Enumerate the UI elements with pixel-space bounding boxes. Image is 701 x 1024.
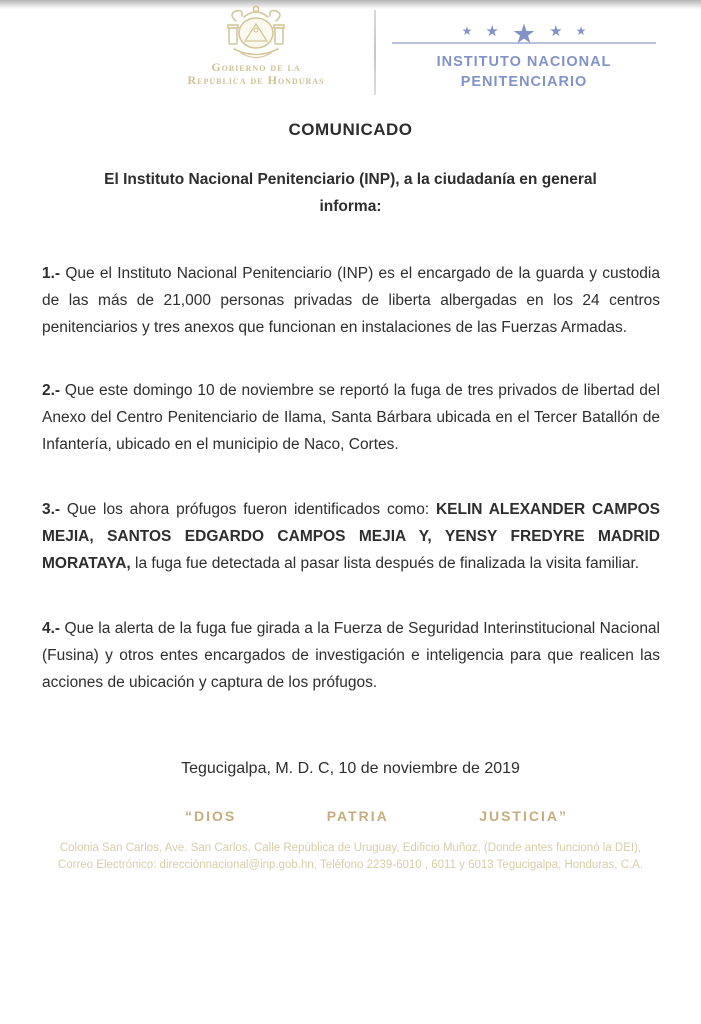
footer-line1: Colonia San Carlos, Ave. San Carlos, Calle República de Uruguay, Edificio Muñoz, (Donde antes funcionó la DEI),: [59, 842, 642, 854]
paragraph-1-text: Que el Instituto Nacional Penitenciario (INP) es el encargado de la guarda y custodia de las más de 21,000 personas privadas de liberta albergadas en los 24 centros penitenciarios y tres anexos que funcionan en instalaciones de las Fuerzas Armadas.: [42, 265, 660, 336]
paragraph-3: [42, 496, 660, 577]
motto-justicia: JUSTICIA”: [479, 808, 568, 824]
inp-name-line1: INSTITUTO NACIONAL: [436, 54, 612, 70]
star-icon: ★: [461, 24, 473, 38]
page-title: COMUNICADO: [288, 120, 413, 139]
subtitle: El Instituto Nacional Penitenciario (INP), a la ciudadanía en general informa:: [104, 171, 597, 215]
dateline: Tegucigalpa, M. D. C, 10 de noviembre de 2019: [181, 760, 520, 777]
star-icon: ★: [575, 24, 587, 38]
gov-name-line2: República de Honduras: [187, 73, 325, 87]
star-icon: ★: [485, 22, 499, 40]
paragraph-4-text: Que la alerta de la fuga fue girada a la Fuerza de Seguridad Interinstitucional Nacional (Fusina) y otros entes encargados de investigación e inteligencia para que realicen las acciones de ubicación y captura de los prófugos.: [42, 620, 660, 691]
paragraph-4: [42, 615, 660, 696]
honduras-coat-of-arms-icon: [206, 4, 306, 60]
letterhead: [0, 0, 701, 102]
paragraph-1-number: 1.-: [42, 265, 61, 282]
paragraph-2-text: Que este domingo 10 de noviembre se reportó la fuga de tres privados de libertad del Anexo del Centro Penitenciario de Ilama, Santa Bárbara ubicada en el Tercer Batallón de Infantería, ubicado en el municipio de Naco, Cortes.: [42, 382, 660, 453]
inp-logo: [392, 16, 656, 92]
header-divider: [374, 10, 376, 95]
paragraph-2: [42, 377, 660, 458]
paragraph-3-tail: la fuga fue detectada al pasar lista después de finalizada la visita familiar.: [130, 555, 640, 572]
paragraph-2-number: 2.-: [42, 382, 61, 399]
motto-dios: “DIOS: [185, 808, 237, 824]
motto: [185, 808, 568, 824]
gov-logo: [158, 4, 354, 87]
star-icon: ★: [549, 22, 563, 40]
paragraph-3-text: Que los ahora prófugos fueron identificados como:: [60, 501, 436, 518]
motto-patria: PATRIA: [326, 808, 389, 824]
inp-name-line2: PENITENCIARIO: [460, 74, 588, 90]
paragraph-4-number: 4.-: [42, 620, 61, 637]
paragraph-1: [42, 260, 660, 341]
star-icon: ★: [511, 18, 537, 49]
paragraph-3-number: 3.-: [42, 501, 61, 518]
footer-line2: Correo Electrónico: direcciónnacional@inp.gob.hn, Teléfono 2239-6010 , 6011 y 6013 Tegucigalpa, Honduras, C.A.: [57, 859, 644, 871]
gov-name-line1: Gobierno de la: [211, 60, 301, 74]
paragraph-3-fugitive-names: KELIN ALEXANDER CAMPOS MEJIA, SANTOS EDGARDO CAMPOS MEJIA Y, YENSY FREDYRE MADRID MORATAYA,: [42, 501, 660, 572]
footer-address: [20, 840, 682, 874]
